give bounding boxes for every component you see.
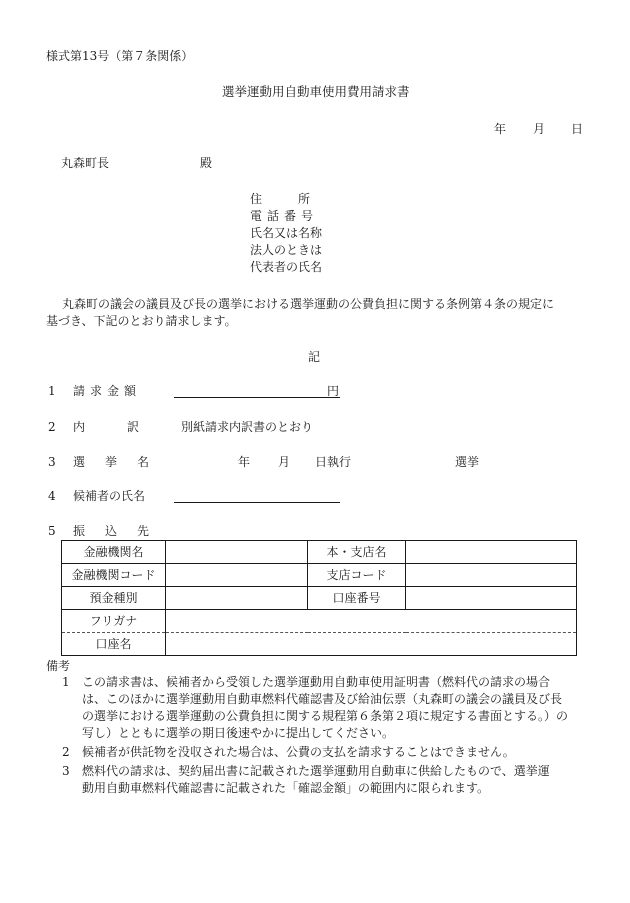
institution-code-cell[interactable] — [166, 564, 308, 587]
field-name: 氏名又は名称 — [250, 226, 323, 240]
branch-name-cell[interactable] — [406, 541, 577, 564]
remark-3-line: 動用自動車燃料代確認書に記載された「確認金額」の範囲内に限られます。 — [82, 781, 490, 795]
amount-underline — [174, 397, 340, 398]
institution-code-label: 金融機関コード — [62, 564, 166, 587]
remark-2-line: 候補者が供託物を没収された場合は、公費の支払を請求することはできません。 — [82, 745, 515, 759]
remark-1-number: 1 — [62, 675, 70, 689]
date-year: 年 — [494, 122, 507, 136]
branch-code-cell[interactable] — [406, 564, 577, 587]
remark-2-number: 2 — [62, 745, 70, 759]
field-corporation: 法人のときは — [250, 243, 323, 257]
remark-2 — [62, 744, 582, 761]
item-5-label: 振 込 先 — [73, 524, 154, 538]
remark-3-line: 燃料代の請求は、契約届出書に記載された選挙運動用自動車に供給したもので、選挙運 — [82, 764, 550, 778]
ki-marker: 記 — [308, 350, 321, 364]
remark-1-line: 写し）とともに選挙の期日後速やかに提出してください。 — [82, 726, 395, 740]
item-4-number: 4 — [48, 489, 56, 503]
institution-name-cell[interactable] — [166, 541, 308, 564]
election-held: 日執行 — [315, 455, 352, 469]
remark-3 — [62, 763, 582, 797]
remark-1-line: この請求書は、候補者から受領した選挙運動用自動車使用証明書（燃料代の請求の場合 — [82, 675, 551, 689]
furigana-cell[interactable] — [166, 610, 577, 633]
field-address: 住 所 — [250, 192, 311, 206]
table-row — [62, 610, 577, 633]
item-2-label: 内 訳 — [73, 420, 146, 434]
item-4-label: 候補者の氏名 — [73, 489, 146, 503]
remark-1-line: は、このほかに選挙運動用自動車燃料代確認書及び給油伝票（丸森町の議会の議員及び長 — [82, 692, 563, 706]
table-row — [62, 541, 577, 564]
account-name-label: 口座名 — [62, 633, 166, 656]
intro-line-2: 基づき、下記のとおり請求します。 — [46, 314, 237, 328]
table-row — [62, 587, 577, 610]
branch-name-label: 本・支店名 — [308, 541, 406, 564]
form-number: 様式第13号（第７条関係） — [46, 49, 194, 63]
date-day: 日 — [571, 122, 584, 136]
candidate-underline — [174, 502, 340, 503]
institution-name-label: 金融機関名 — [62, 541, 166, 564]
item-5-number: 5 — [48, 524, 56, 538]
account-number-label: 口座番号 — [308, 587, 406, 610]
item-1-label: 請求金額 — [73, 384, 142, 398]
addressee-honorific: 殿 — [200, 156, 213, 170]
remark-3-number: 3 — [62, 764, 70, 778]
addressee-name: 丸森町長 — [61, 156, 110, 170]
branch-code-label: 支店コード — [308, 564, 406, 587]
document-title: 選挙運動用自動車使用費用請求書 — [222, 84, 410, 99]
item-2-value: 別紙請求内訳書のとおり — [181, 420, 314, 434]
election-type: 選挙 — [455, 455, 480, 469]
bank-account-table — [61, 540, 577, 656]
remarks-heading: 備考 — [46, 659, 71, 673]
field-phone: 電話番号 — [250, 209, 319, 223]
intro-line-1: 丸森町の議会の議員及び長の選挙における選挙運動の公費負担に関する条例第４条の規定に — [62, 297, 555, 311]
date-month: 月 — [533, 122, 546, 136]
item-1-number: 1 — [48, 384, 56, 398]
item-3-number: 3 — [48, 455, 56, 469]
furigana-label: フリガナ — [62, 610, 166, 633]
remark-1 — [62, 674, 582, 742]
election-month: 月 — [278, 455, 291, 469]
table-row — [62, 564, 577, 587]
account-type-cell[interactable] — [166, 587, 308, 610]
remark-1-line: の選挙における選挙運動の公費負担に関する規程第６条第２項に規定する書面とする。）の — [82, 709, 569, 723]
election-year: 年 — [238, 455, 251, 469]
item-3-label: 選 挙 名 — [73, 455, 154, 469]
table-row — [62, 633, 577, 656]
field-representative: 代表者の氏名 — [250, 260, 323, 274]
account-number-cell[interactable] — [406, 587, 577, 610]
account-type-label: 預金種別 — [62, 587, 166, 610]
item-2-number: 2 — [48, 420, 56, 434]
yen-suffix: 円 — [327, 384, 340, 398]
account-name-cell[interactable] — [166, 633, 577, 656]
